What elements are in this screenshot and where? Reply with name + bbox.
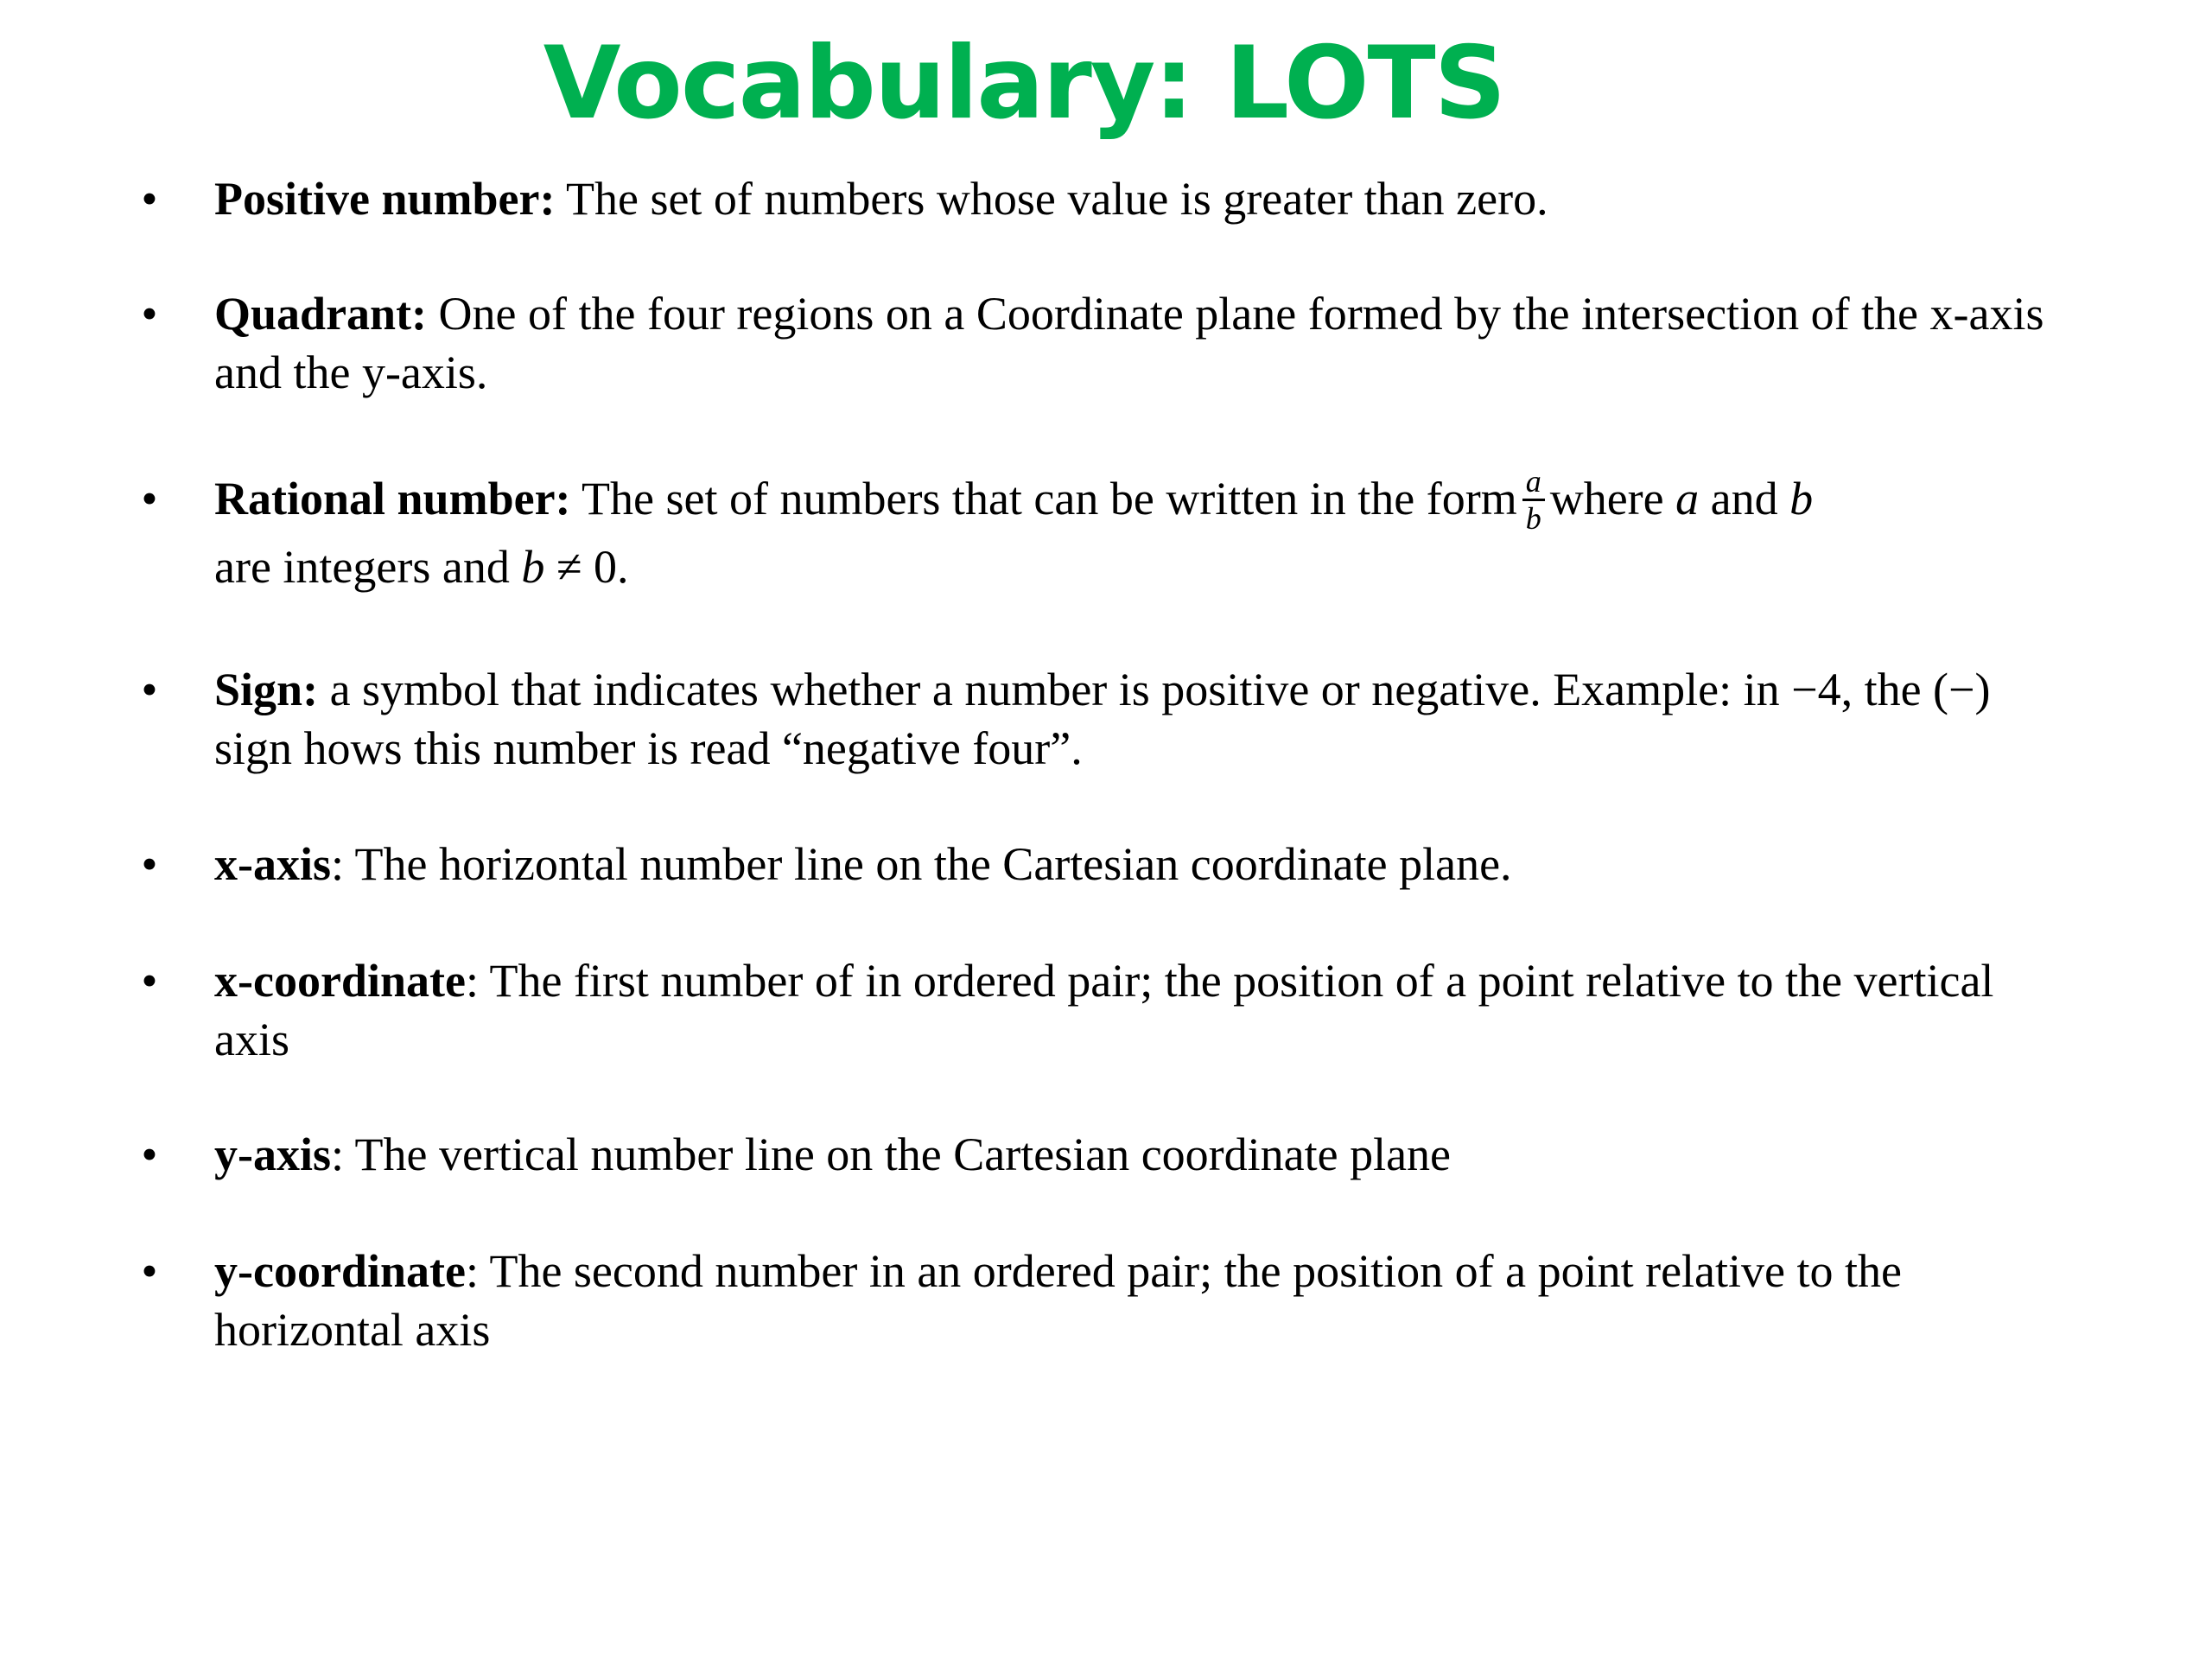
vocab-term: y-coordinate	[214, 1245, 466, 1297]
vocab-item-sign	[141, 660, 2046, 778]
bullet-icon: •	[141, 288, 158, 340]
vocab-definition: a symbol that indicates whether a number is positive or negative. Example: in −4, the (−) sign hows this number is read “negative four”.	[214, 664, 1991, 774]
definition-where: where	[1549, 473, 1664, 524]
vocab-definition: : The horizontal number line on the Cartesian coordinate plane.	[331, 838, 1512, 890]
vocab-term: Rational number:	[214, 473, 571, 524]
bullet-icon: •	[141, 664, 158, 715]
bullet-icon: •	[141, 473, 158, 524]
definition-line2: are integers and	[214, 541, 510, 594]
vocab-term: Sign:	[214, 664, 319, 715]
vocab-item-positive-number	[141, 169, 2046, 228]
vocab-definition: The set of numbers that can be written in the form	[582, 473, 1517, 524]
bullet-icon: •	[141, 1128, 158, 1180]
bullet-icon: •	[141, 1245, 158, 1297]
vocab-item-y-coordinate	[141, 1242, 2046, 1359]
variable-a: a	[1675, 473, 1700, 524]
vocab-item-x-coordinate	[141, 951, 2046, 1069]
vocab-definition: : The first number of in ordered pair; the position of a point relative to the vertical axis	[214, 955, 1994, 1065]
vocab-definition: One of the four regions on a Coordinate plane formed by the intersection of the x-axis and the y-axis.	[214, 288, 2044, 398]
vocab-definition: The set of numbers whose value is greater than zero.	[565, 173, 1548, 225]
vocab-item-quadrant	[141, 284, 2046, 402]
vocab-definition: : The second number in an ordered pair; the position of a point relative to the horizontal axis	[214, 1245, 1902, 1356]
fraction-denominator: b	[1525, 501, 1541, 537]
not-equal-zero: ≠ 0.	[556, 541, 629, 594]
fraction-numerator: a	[1522, 466, 1545, 501]
word-and: and	[1710, 473, 1778, 524]
vocab-term: Quadrant:	[214, 288, 428, 340]
variable-b-condition: b	[521, 541, 545, 594]
variable-b: b	[1789, 473, 1814, 524]
vocab-item-rational-number	[141, 464, 2046, 596]
vocab-item-x-axis	[141, 835, 2046, 893]
slide-title: Vocabulary: LOTS	[543, 25, 1505, 142]
bullet-icon: •	[141, 173, 158, 225]
bullet-icon: •	[141, 955, 158, 1007]
vocab-term: y-axis	[214, 1128, 331, 1180]
vocab-term: x-axis	[214, 838, 331, 890]
vocab-term: x-coordinate	[214, 955, 466, 1007]
bullet-icon: •	[141, 838, 158, 890]
vocab-item-y-axis	[141, 1125, 2046, 1184]
vocab-definition: : The vertical number line on the Cartesian coordinate plane	[331, 1128, 1452, 1180]
fraction-a-over-b	[1522, 464, 1545, 537]
vocab-term: Positive number:	[214, 173, 556, 225]
